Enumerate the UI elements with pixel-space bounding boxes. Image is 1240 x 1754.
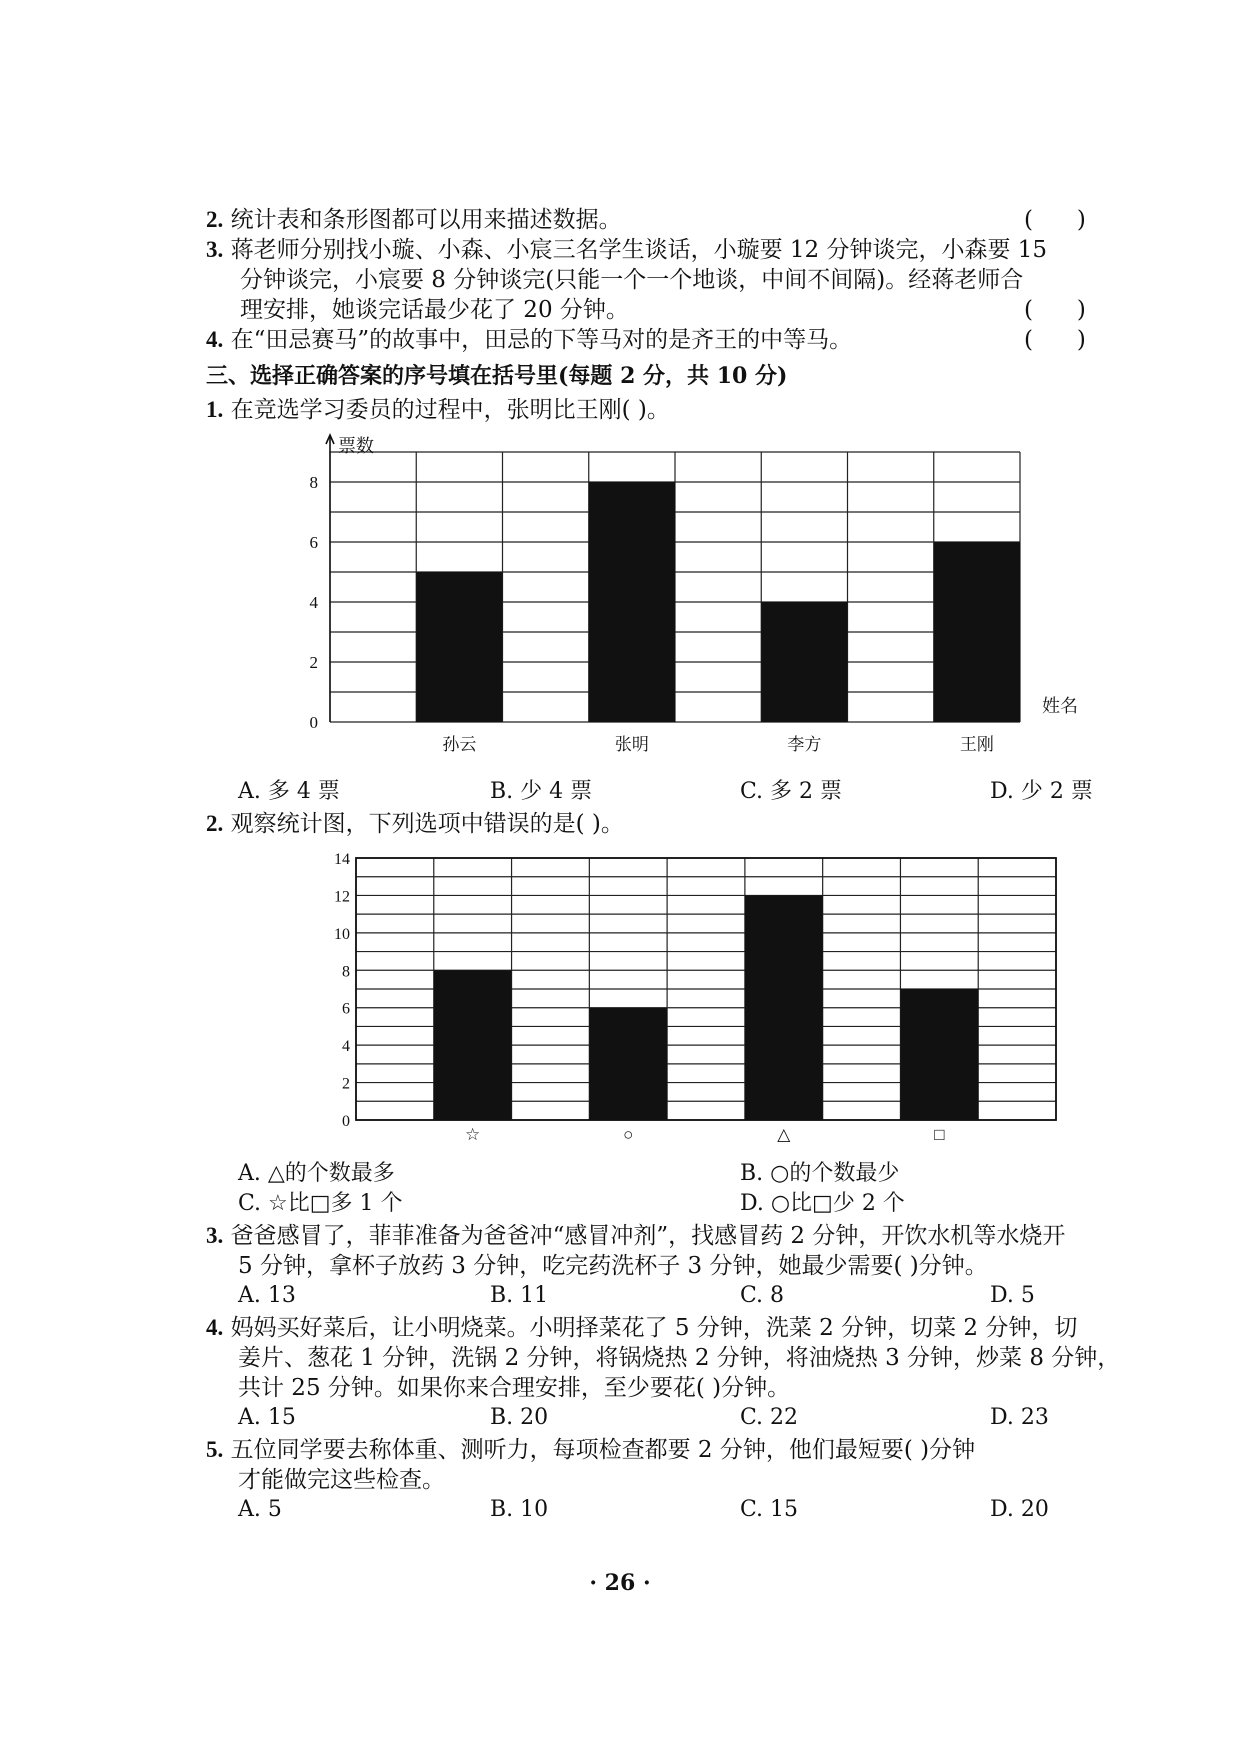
y-tick-label: 10	[334, 925, 350, 943]
question-number: 4.	[206, 1315, 224, 1340]
x-tick-label: 王刚	[959, 735, 994, 754]
question-text: 观察统计图，下列选项中错误的是( )。	[230, 811, 624, 837]
option-c[interactable]: C. 8	[740, 1283, 785, 1308]
bar-3	[900, 989, 978, 1120]
question-number: 1.	[206, 397, 224, 422]
q3-4-row	[206, 1314, 1077, 1342]
answer-blank[interactable]: ( )	[1024, 207, 1086, 233]
section-title: 三、选择正确答案的序号填在括号里(每题 2 分，共 10 分)	[206, 363, 788, 389]
question-number: 2.	[206, 811, 224, 836]
q2-3-line3: 理安排，她谈完话最少花了 20 分钟。	[240, 297, 629, 323]
option-d[interactable]: D. 23	[990, 1405, 1049, 1430]
bar-孙云	[416, 572, 502, 722]
bar-王刚	[934, 542, 1020, 722]
q3-1-row	[206, 396, 670, 424]
bar-0	[434, 970, 512, 1120]
q3-2-row	[206, 810, 624, 838]
q2-2-row	[206, 206, 622, 234]
question-number: 3.	[206, 237, 224, 262]
question-text-line1: 蒋老师分别找小璇、小森、小宸三名学生谈话，小璇要 12 分钟谈完，小森要 15	[230, 237, 1048, 263]
question-text-line1: 妈妈买好菜后，让小明烧菜。小明择菜花了 5 分钟，洗菜 2 分钟，切菜 2 分钟，切	[230, 1315, 1078, 1341]
y-tick-label: 6	[342, 1000, 350, 1018]
answer-blank[interactable]: ( )	[1024, 297, 1086, 323]
x-tick-label: △	[777, 1125, 791, 1144]
y-tick-label: 4	[309, 593, 318, 612]
y-axis-label: 票数	[338, 436, 374, 456]
option-a[interactable]: A. 15	[238, 1405, 296, 1430]
x-axis-label: 姓名	[1042, 696, 1078, 716]
bar-李方	[761, 602, 847, 722]
option-b[interactable]: B. 11	[490, 1283, 549, 1308]
q3-5-line2: 才能做完这些检查。	[238, 1467, 445, 1493]
option-c[interactable]: C. 多 2 票	[740, 779, 843, 804]
question-number: 4.	[206, 327, 224, 352]
q3-4-line3: 共计 25 分钟。如果你来合理安排，至少要花( )分钟。	[238, 1375, 791, 1401]
y-tick-label: 0	[342, 1113, 350, 1130]
x-tick-label: ○	[623, 1125, 634, 1144]
q3-3-line2: 5 分钟，拿杯子放药 3 分钟，吃完药洗杯子 3 分钟，她最少需要( )分钟。	[238, 1253, 988, 1279]
option-d[interactable]: D. 5	[990, 1283, 1035, 1308]
y-tick-label: 8	[342, 963, 350, 981]
bar-张明	[589, 482, 675, 722]
q3-5-row	[206, 1436, 975, 1464]
option-b[interactable]: B. 少 4 票	[490, 779, 593, 804]
y-tick-label: 0	[309, 713, 318, 732]
option-c[interactable]: C. 22	[740, 1405, 799, 1430]
question-text: 在竞选学习委员的过程中，张明比王刚( )。	[230, 397, 670, 423]
question-number: 3.	[206, 1223, 224, 1248]
x-tick-label: ☆	[465, 1125, 481, 1144]
y-tick-label: 6	[309, 533, 318, 552]
y-tick-label: 14	[334, 851, 350, 868]
q2-3-line2: 分钟谈完，小宸要 8 分钟谈完(只能一个一个地谈，中间不间隔)。经蒋老师合	[240, 267, 1024, 293]
y-tick-label: 2	[309, 653, 318, 672]
x-tick-label: 孙云	[442, 735, 477, 754]
option-b[interactable]: B. ○的个数最少	[740, 1161, 900, 1186]
y-tick-label: 12	[334, 888, 350, 906]
x-tick-label: □	[934, 1125, 945, 1144]
option-b[interactable]: B. 10	[490, 1497, 549, 1522]
option-a[interactable]: A. △的个数最多	[238, 1161, 395, 1186]
bar-2	[745, 895, 823, 1120]
option-a[interactable]: A. 多 4 票	[238, 779, 340, 804]
answer-blank[interactable]: ( )	[1024, 327, 1086, 353]
option-c[interactable]: C. ☆比□多 1 个	[238, 1191, 403, 1216]
question-number: 2.	[206, 207, 224, 232]
question-text: 统计表和条形图都可以用来描述数据。	[230, 207, 622, 233]
q2-3-row	[206, 236, 1047, 264]
option-b[interactable]: B. 20	[490, 1405, 549, 1430]
q2-4-row	[206, 326, 852, 354]
x-tick-label: 张明	[614, 735, 649, 754]
shape-count-bar-chart	[320, 846, 1080, 1146]
vote-bar-chart	[300, 432, 1080, 772]
q3-4-line2: 姜片、葱花 1 分钟，洗锅 2 分钟，将锅烧热 2 分钟，将油烧热 3 分钟，炒菜 8 分钟，	[238, 1345, 1121, 1371]
option-a[interactable]: A. 5	[238, 1497, 282, 1522]
option-c[interactable]: C. 15	[740, 1497, 799, 1522]
q3-3-row	[206, 1222, 1065, 1250]
x-tick-label: 李方	[787, 735, 822, 754]
y-tick-label: 8	[309, 473, 318, 492]
page-number: · 26 ·	[589, 1570, 651, 1596]
option-a[interactable]: A. 13	[238, 1283, 296, 1308]
question-text-line1: 爸爸感冒了，菲菲准备为爸爸冲“感冒冲剂”，找感冒药 2 分钟，开饮水机等水烧开	[230, 1223, 1066, 1249]
option-d[interactable]: D. 少 2 票	[990, 779, 1093, 804]
question-text: 在“田忌赛马”的故事中，田忌的下等马对的是齐王的中等马。	[230, 327, 853, 353]
bar-1	[589, 1008, 667, 1120]
y-tick-label: 2	[342, 1075, 350, 1093]
question-number: 5.	[206, 1437, 224, 1462]
option-d[interactable]: D. ○比□少 2 个	[740, 1191, 905, 1216]
y-tick-label: 4	[342, 1038, 350, 1056]
option-d[interactable]: D. 20	[990, 1497, 1049, 1522]
question-text-line1: 五位同学要去称体重、测听力，每项检查都要 2 分钟，他们最短要( )分钟	[230, 1437, 976, 1463]
